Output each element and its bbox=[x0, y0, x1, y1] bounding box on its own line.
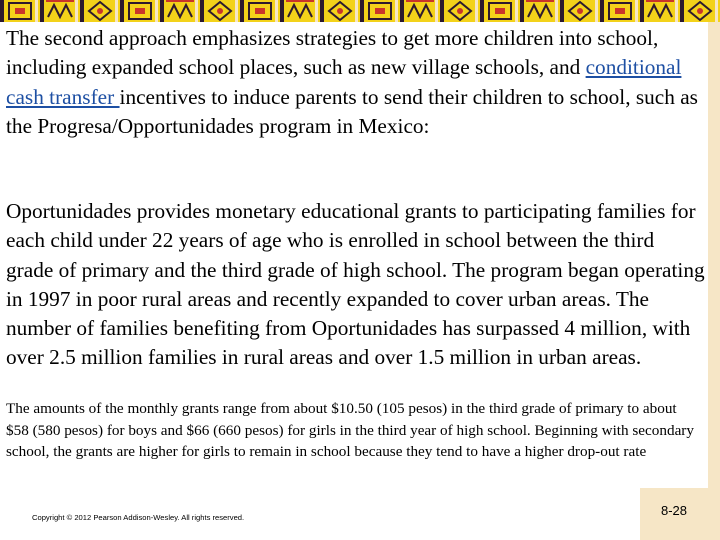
pattern-divider bbox=[40, 0, 44, 22]
pattern-light-stripe bbox=[235, 0, 238, 22]
pattern-inner-square bbox=[15, 8, 25, 14]
pattern-light-stripe bbox=[155, 0, 158, 22]
pattern-divider bbox=[320, 0, 324, 22]
pattern-stripe bbox=[526, 0, 554, 2]
page-number: 8-28 bbox=[661, 503, 688, 518]
pattern-divider bbox=[640, 0, 644, 22]
pattern-inner-square bbox=[615, 8, 625, 14]
pattern-divider bbox=[0, 0, 4, 22]
pattern-light-stripe bbox=[395, 0, 398, 22]
right-decorative-strip bbox=[708, 22, 720, 540]
decorative-pattern-band bbox=[0, 0, 720, 22]
pattern-light-stripe bbox=[635, 0, 638, 22]
pattern-light-stripe bbox=[515, 0, 518, 22]
pattern-light-stripe bbox=[35, 0, 38, 22]
pattern-stripe bbox=[286, 0, 314, 2]
pattern-light-stripe bbox=[275, 0, 278, 22]
pattern-divider bbox=[520, 0, 524, 22]
pattern-stripe bbox=[46, 0, 74, 2]
pattern-dot bbox=[697, 8, 703, 14]
pattern-divider bbox=[280, 0, 284, 22]
pattern-divider bbox=[240, 0, 244, 22]
pattern-stripe bbox=[406, 0, 434, 2]
pattern-divider bbox=[80, 0, 84, 22]
pattern-divider bbox=[160, 0, 164, 22]
pattern-light-stripe bbox=[315, 0, 318, 22]
pattern-divider bbox=[120, 0, 124, 22]
pattern-zigzag bbox=[288, 5, 312, 17]
pattern-zigzag bbox=[648, 5, 672, 17]
conditional-cash-transfer-link[interactable]: conditional cash transfer bbox=[6, 55, 682, 109]
pattern-light-stripe bbox=[355, 0, 358, 22]
pattern-light-stripe bbox=[715, 0, 718, 22]
pattern-divider bbox=[400, 0, 404, 22]
pattern-divider bbox=[440, 0, 444, 22]
pattern-zigzag bbox=[168, 5, 192, 17]
paragraph-grant-amounts: The amounts of the monthly grants range from about $10.50 (105 pesos) in the third grade of primary to about $58 (580 pesos) for boys and $66 (660 pesos) for girls in the third year of high school. Beginning with secondary school, the grants are higher for girls to remain in school because they tend to have a higher drop-out rate bbox=[6, 400, 694, 461]
paragraph-approach bbox=[6, 24, 706, 141]
pattern-light-stripe bbox=[115, 0, 118, 22]
pattern-light-stripe bbox=[75, 0, 78, 22]
pattern-divider bbox=[480, 0, 484, 22]
pattern-light-stripe bbox=[475, 0, 478, 22]
pattern-light-stripe bbox=[195, 0, 198, 22]
pattern-light-stripe bbox=[595, 0, 598, 22]
pattern-zigzag bbox=[48, 5, 72, 17]
pattern-divider bbox=[360, 0, 364, 22]
copyright-notice: Copyright © 2012 Pearson Addison-Wesley. All rights reserved. bbox=[32, 513, 245, 522]
pattern-light-stripe bbox=[435, 0, 438, 22]
pattern-divider bbox=[680, 0, 684, 22]
paragraph-approach-text-start: The second approach emphasizes strategies to get more children into school, including expanded school places, such as new village schools, and bbox=[6, 26, 659, 80]
pattern-inner-square bbox=[375, 8, 385, 14]
pattern-stripe bbox=[646, 0, 674, 2]
pattern-dot bbox=[457, 8, 463, 14]
pattern-dot bbox=[97, 8, 103, 14]
pattern-inner-square bbox=[135, 8, 145, 14]
pattern-inner-square bbox=[495, 8, 505, 14]
pattern-zigzag bbox=[408, 5, 432, 17]
pattern-stripe bbox=[166, 0, 194, 2]
pattern-dot bbox=[337, 8, 343, 14]
pattern-dot bbox=[577, 8, 583, 14]
pattern-inner-square bbox=[255, 8, 265, 14]
pattern-graphic bbox=[0, 0, 720, 22]
paragraph-oportunidades: Oportunidades provides monetary educational grants to participating families for each child under 22 years of age who is enrolled in school between the third grade of primary and the third grade of high school. The program began operating in 1997 in poor rural areas and recently expanded to cover urban areas. The number of families benefiting from Oportunidades has surpassed 4 million, with over 2.5 million families in rural areas and over 1.5 million in urban areas. bbox=[6, 199, 705, 370]
pattern-divider bbox=[200, 0, 204, 22]
pattern-divider bbox=[600, 0, 604, 22]
pattern-dot bbox=[217, 8, 223, 14]
pattern-light-stripe bbox=[555, 0, 558, 22]
pattern-divider bbox=[560, 0, 564, 22]
pattern-light-stripe bbox=[675, 0, 678, 22]
paragraph-approach-text-end: incentives to induce parents to send their children to school, such as the Progresa/Opportunidades program in Mexico: bbox=[6, 84, 698, 138]
pattern-zigzag bbox=[528, 5, 552, 17]
